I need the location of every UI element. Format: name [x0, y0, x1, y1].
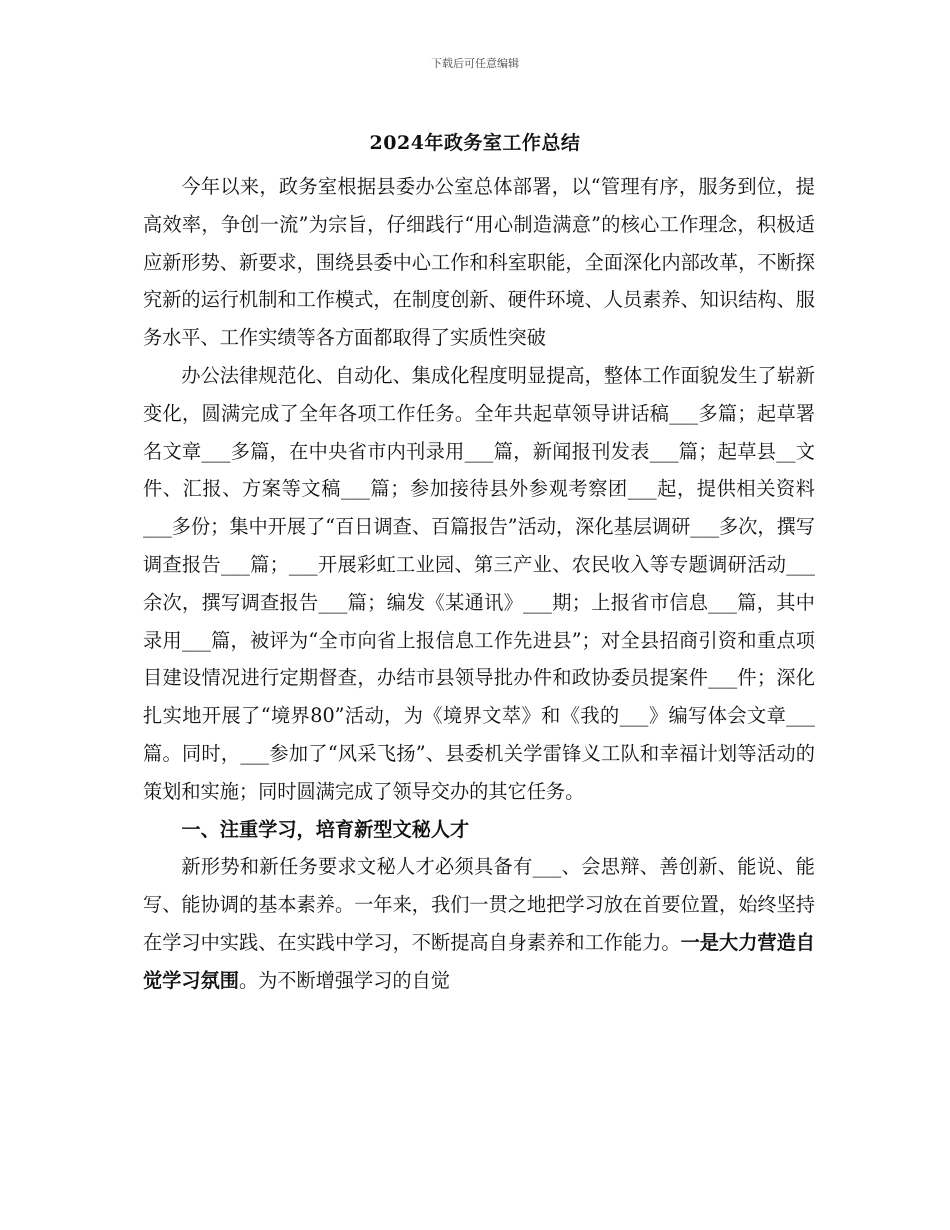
section-1-bold-point: 一是大力营造自觉学习氛围 [143, 930, 815, 992]
section-1-text: 新形势和新任务要求文秘人才必须具备有___、会思辩、善创新、能说、能写、能协调的基本素养。一年来，我们一贯之地把学习放在首要位置，始终坚持在学习中实践、在实践中学习，不断提高自身素养和工作能力。 [143, 855, 815, 954]
paragraph-achievements: 办公法律规范化、自动化、集成化程度明显提高，整体工作面貌发生了崭新变化，圆满完成了全年各项工作任务。全年共起草领导讲话稿___多篇；起草署名文章___多篇，在中央省市内刊录用___篇，新闻报刊发表___篇；起草县__文件、汇报、方案等文稿___篇；参加接待县外参观考察团___起，提供相关资料___多份；集中开展了“百日调查、百篇报告”活动，深化基层调研___多次，撰写调查报告___篇；___开展彩虹工业园、第三产业、农民收入等专题调研活动___余次，撰写调查报告___篇；编发《某通讯》___期；上报省市信息___篇，其中录用___篇，被评为“全市向省上报信息工作先进县”；对全县招商引资和重点项目建设情况进行定期督查，办结市县领导批办件和政协委员提案件___件；深化扎实地开展了“境界80”活动，为《境界文萃》和《我的___》编写体会文章___篇。同时，___参加了“风采飞扬”、县委机关学雷锋义工队和幸福计划等活动的策划和实施；同时圆满完成了领导交办的其它任务。 [143, 363, 815, 803]
document-title: 2024年政务室工作总结 [369, 132, 581, 154]
paragraph-section-1 [143, 848, 815, 999]
section-heading-1: 一、注重学习，培育新型文秘人才 [181, 817, 470, 841]
download-note: 下载后可任意编辑 [431, 57, 519, 70]
document-body [143, 168, 815, 1000]
section-1-tail: 。为不断增强学习的自觉 [238, 968, 450, 992]
paragraph-intro: 今年以来，政务室根据县委办公室总体部署，以“管理有序，服务到位，提高效率，争创一流”为宗旨，仔细践行“用心制造满意”的核心工作理念，积极适应新形势、新要求，围绕县委中心工作和科室职能，全面深化内部改革，不断探究新的运行机制和工作模式，在制度创新、硬件环境、人员素养、知识结构、服务水平、工作实绩等各方面都取得了实质性突破 [143, 175, 815, 350]
